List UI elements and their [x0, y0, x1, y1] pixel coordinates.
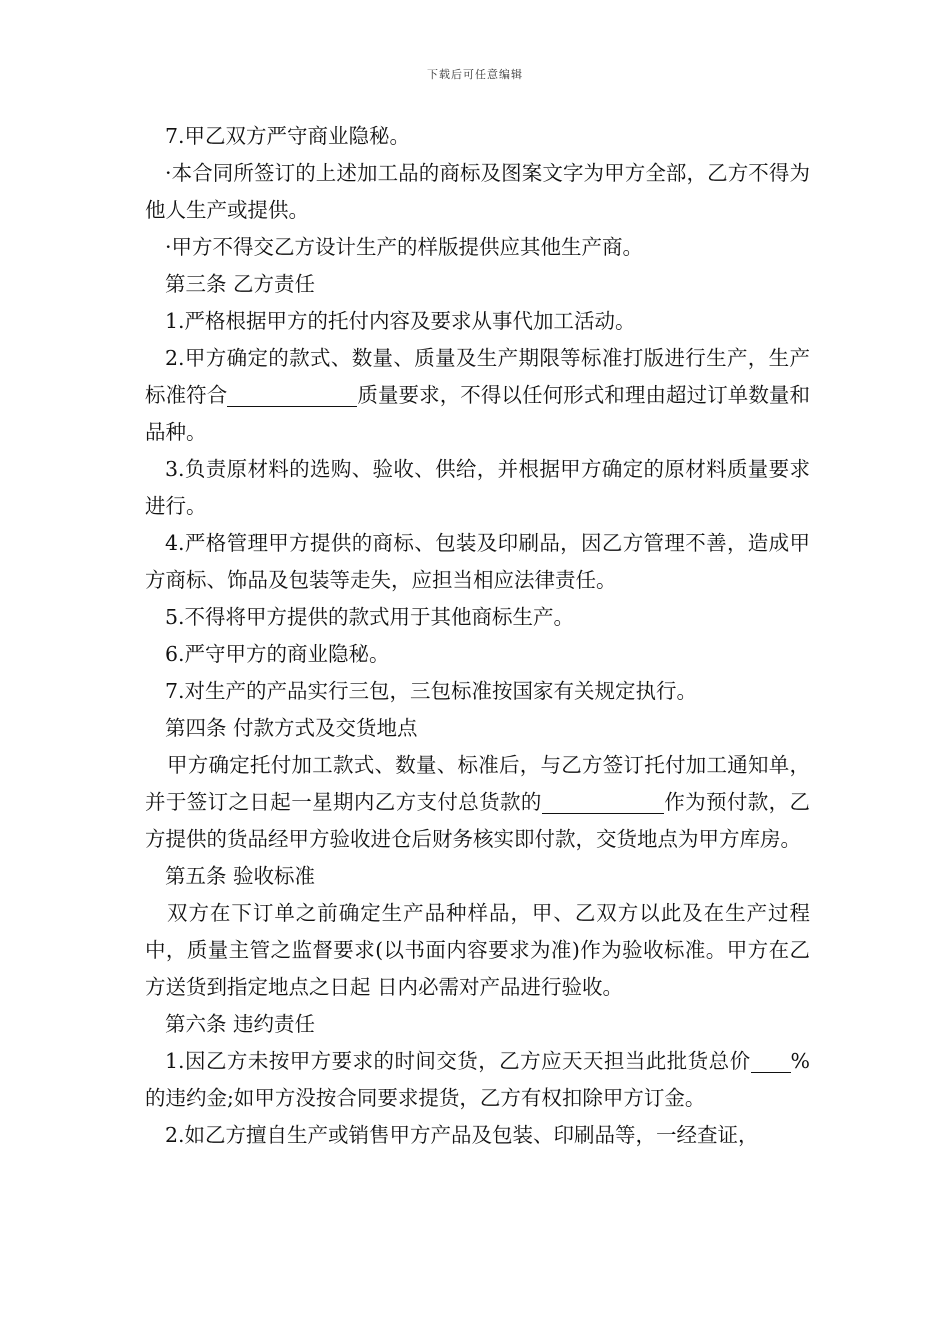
section-3-item-2-text-b: 质量要求，不得以任何形式和理由超过订单数量和品种。 — [145, 383, 811, 444]
section-4-body — [145, 747, 810, 858]
bullet-sample-restriction: ·甲方不得交乙方设计生产的样版提供应其他生产商。 — [165, 235, 644, 259]
section-6-item-1-text-b: %的违约金;如甲方没按合同要求提货，乙方有权扣除甲方订金。 — [145, 1049, 810, 1110]
section-3-item-3: 3.负责原材料的选购、验收、供给，并根据甲方确定的原材料质量要求进行。 — [145, 457, 810, 518]
section-3-item-4: 4.严格管理甲方提供的商标、包装及印刷品，因乙方管理不善，造成甲方商标、饰品及包装等走失，应担当相应法律责任。 — [145, 531, 810, 592]
section-6-title: 第六条 违约责任 — [165, 1012, 316, 1036]
section-4-title: 第四条 付款方式及交货地点 — [165, 716, 418, 740]
section-6-item-2: 2.如乙方擅自生产或销售甲方产品及包装、印刷品等，一经查证， — [165, 1123, 759, 1147]
section-3-item-5: 5.不得将甲方提供的款式用于其他商标生产。 — [165, 605, 575, 629]
section-4-text-b: 作为预付款，乙方提供的货品经甲方验收进仓后财务核实即付款，交货地点为甲方库房。 — [145, 790, 811, 851]
contract-body — [145, 118, 810, 1154]
section-3-item-2-text-a: 2.甲方确定的款式、数量、质量及生产期限等标准打版进行生产，生产标准符合 — [145, 346, 810, 407]
clause-7-confidentiality: 7.甲乙双方严守商业隐秘。 — [165, 124, 411, 148]
section-5-body: 双方在下订单之前确定生产品种样品，甲、乙双方以此及在生产过程中，质量主管之监督要求(以书面内容要求为准)作为验收标准。甲方在乙方送货到指定地点之日起 日内必需对产品进行验收。 — [145, 901, 810, 999]
section-3-title: 第三条 乙方责任 — [165, 272, 316, 296]
prepayment-blank[interactable] — [542, 791, 664, 814]
section-3-item-7: 7.对生产的产品实行三包，三包标准按国家有关规定执行。 — [165, 679, 698, 703]
section-4-text-a: 甲方确定托付加工款式、数量、标准后，与乙方签订托付加工通知单，并于签订之日起一星期内乙方支付总货款的 — [145, 753, 810, 814]
section-5-title: 第五条 验收标准 — [165, 864, 316, 888]
penalty-percent-blank[interactable] — [751, 1050, 791, 1073]
quality-standard-blank[interactable] — [227, 384, 357, 407]
section-3-item-6: 6.严守甲方的商业隐秘。 — [165, 642, 390, 666]
section-3-item-1: 1.严格根据甲方的托付内容及要求从事代加工活动。 — [165, 309, 636, 333]
section-6-item-1-text-a: 1.因乙方未按甲方要求的时间交货，乙方应天天担当此批货总价 — [165, 1049, 751, 1073]
page-header-note: 下载后可任意编辑 — [427, 68, 523, 81]
bullet-trademark-ownership: ·本合同所签订的上述加工品的商标及图案文字为甲方全部，乙方不得为他人生产或提供。 — [145, 161, 810, 222]
section-3-item-2 — [145, 340, 810, 451]
section-6-item-1 — [145, 1043, 810, 1117]
